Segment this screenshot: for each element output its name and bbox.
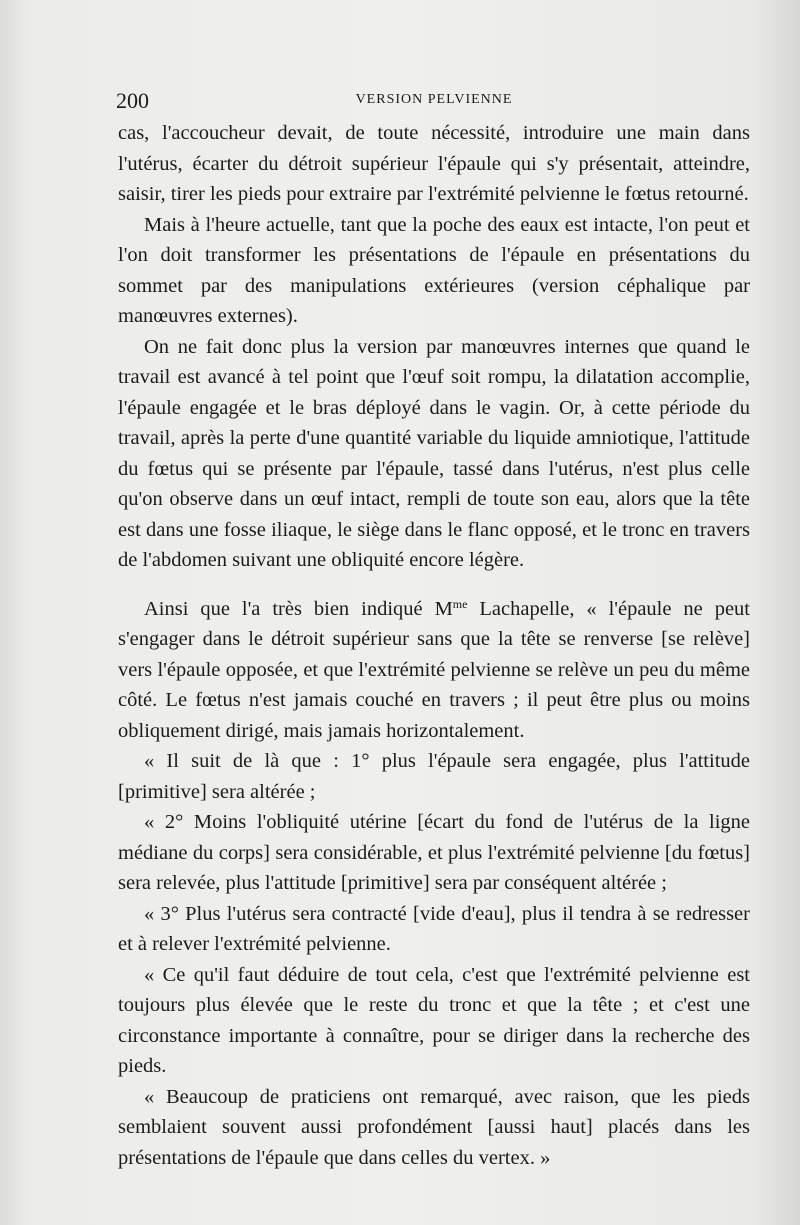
paragraph-lachapelle-quote: [118, 594, 750, 747]
body-text: [118, 118, 750, 1173]
paragraph-quote-point-2: « 2° Moins l'obliquité utérine [écart du fond de l'utérus de la ligne médiane du corps] sera considérable, et plus l'extrémité pelvienne [du fœtus] sera relevée, plus l'attitude [primitive] sera par conséquent altérée ;: [118, 811, 750, 894]
lachapelle-title-sup: me: [452, 596, 468, 611]
paragraph-quote-point-1: « Il suit de là que : 1° plus l'épaule sera engagée, plus l'attitude [primitive] sera altérée ;: [118, 750, 750, 803]
paragraph-internal-version: On ne fait donc plus la version par manœuvres internes que quand le travail est avancé à tel point que l'œuf soit rompu, la dilatation accomplie, l'épaule engagée et le bras déployé dans le vagin. Or, à cette période du travail, après la perte d'une quantité variable du liquide amniotique, l'attitude du fœtus qui se présente par l'épaule, tassé dans l'utérus, n'est plus celle qu'on observe dans un œuf intact, rempli de toute son eau, alors que la tête est dans une fosse iliaque, le siège dans le flanc opposé, et le tronc en travers de l'abdomen suivant une obliquité encore légère.: [118, 335, 750, 571]
paragraph-quote-deduction: « Ce qu'il faut déduire de tout cela, c'est que l'extrémité pelvienne est toujours plus élevée que le reste du tronc et que la tête ; et c'est une circonstance importante à connaître, pour se diriger dans la recherche des pieds.: [118, 963, 750, 1077]
page-number: 200: [116, 88, 149, 113]
lachapelle-text-after: Lachapelle, « l'épaule ne peut s'engager dans le détroit supérieur sans que la tête se renverse [se relève] vers l'épaule opposée, et que l'extrémité pelvienne se relève un peu du même côté. Le fœtus n'est jamais couché en travers ; il peut être plus ou moins obliquement dirigé, mais jamais horizontalement.: [118, 597, 750, 742]
lachapelle-text-before: Ainsi que l'a très bien indiqué: [144, 597, 435, 620]
lachapelle-title: M: [434, 597, 453, 620]
running-title: VERSION PELVIENNE: [355, 92, 513, 107]
paragraph-external-version: Mais à l'heure actuelle, tant que la poche des eaux est intacte, l'on peut et l'on doit transformer les présentations de l'épaule en présentations du sommet par des manipulations extérieures (version céphalique par manœuvres externes).: [118, 213, 750, 327]
paragraph-continuation: cas, l'accoucheur devait, de toute nécessité, introduire une main dans l'utérus, écarter du détroit supérieur l'épaule qui s'y présentait, atteindre, saisir, tirer les pieds pour extraire par l'extrémité pelvienne le fœtus retourné.: [118, 122, 750, 205]
page-header: [116, 88, 752, 114]
paragraph-quote-point-3: « 3° Plus l'utérus sera contracté [vide d'eau], plus il tendra à se redresser et à relever l'extrémité pelvienne.: [118, 902, 750, 955]
paragraph-quote-feet: « Beaucoup de praticiens ont remarqué, avec raison, que les pieds semblaient souvent aussi profondément [aussi haut] placés dans les présentations de l'épaule que dans celles du vertex. »: [118, 1085, 750, 1169]
